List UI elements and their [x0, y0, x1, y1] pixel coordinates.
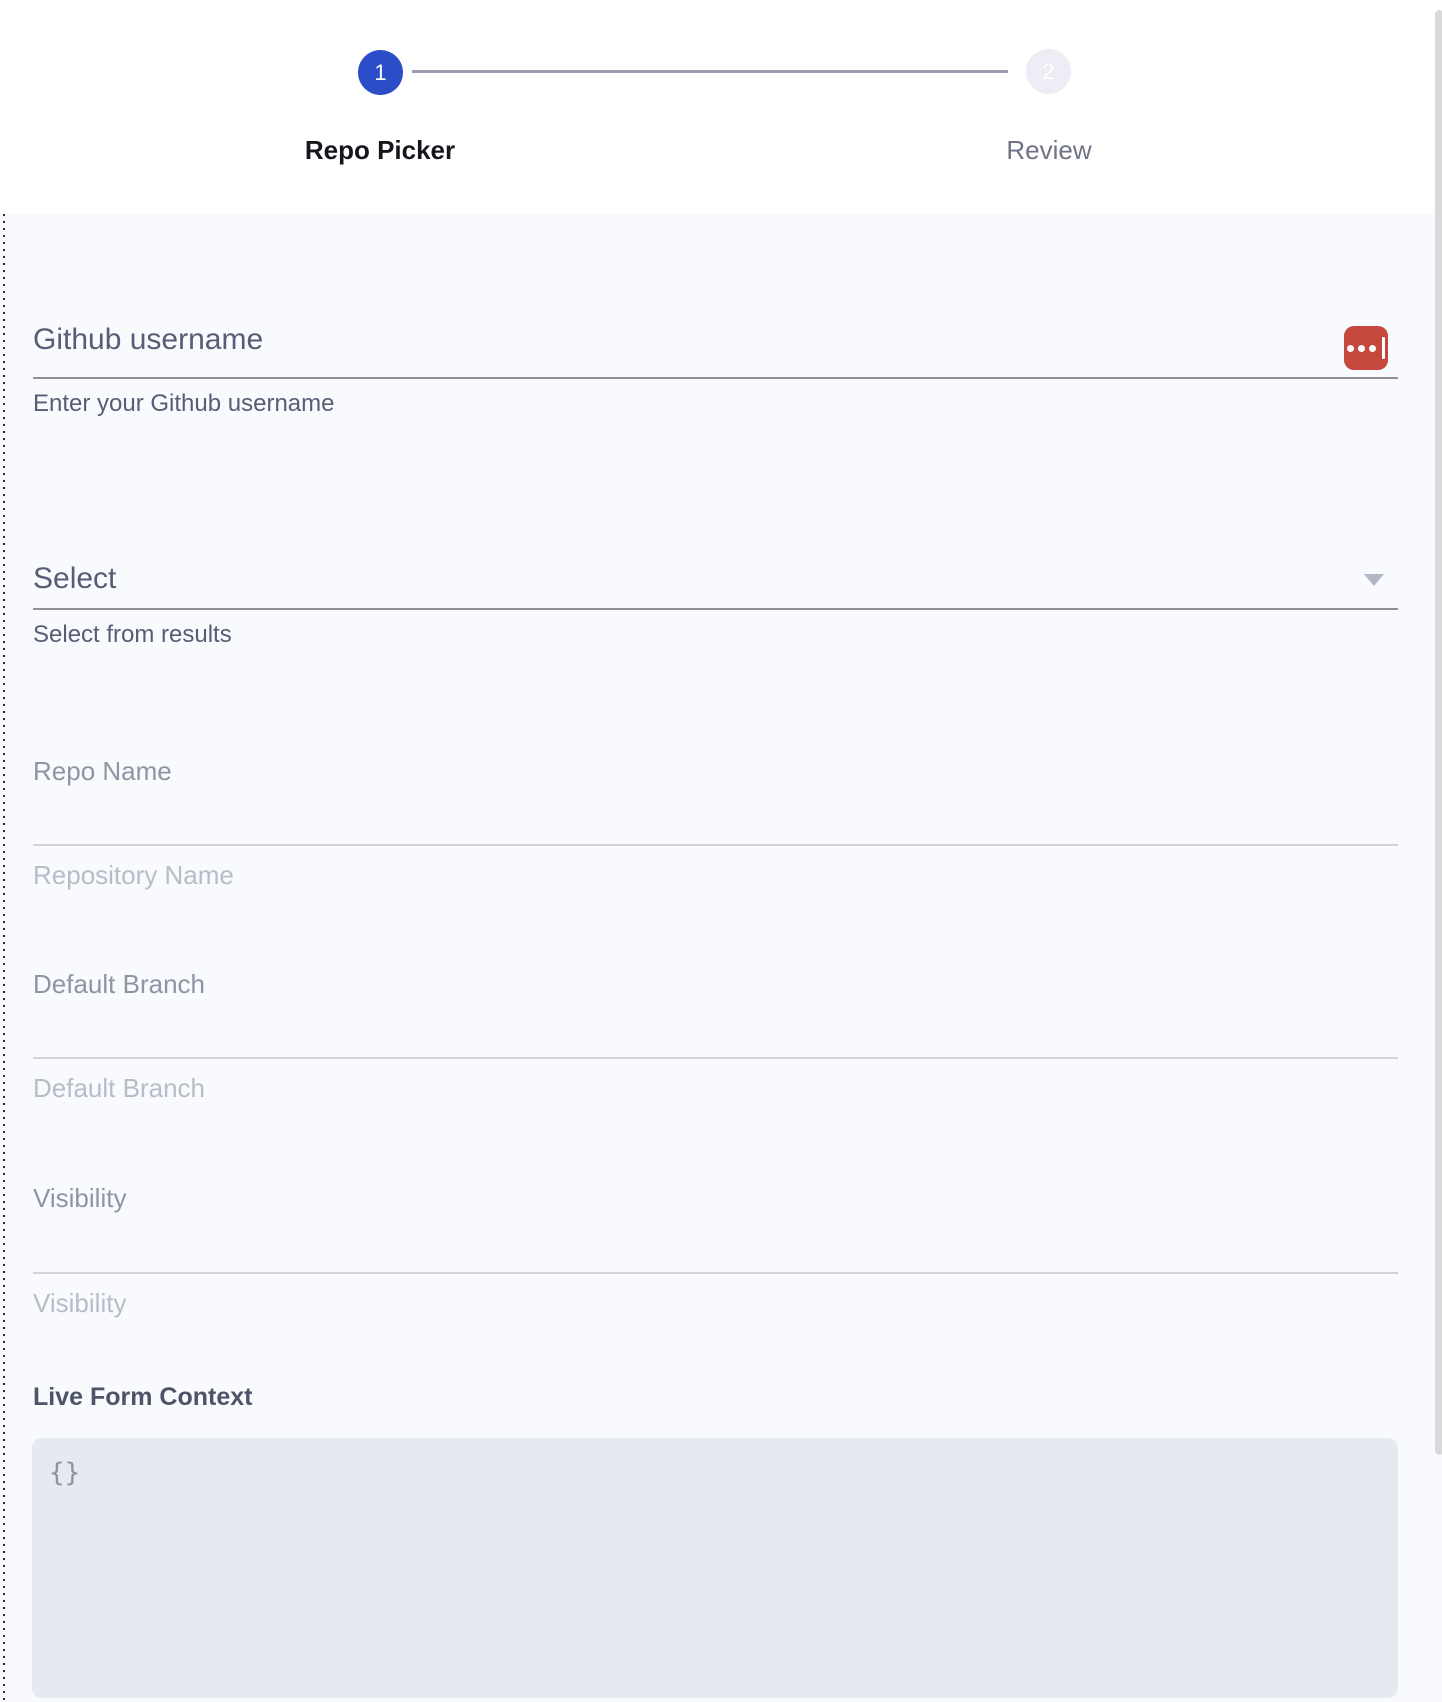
live-form-context-value: {}: [49, 1458, 81, 1488]
step-2-number: 2: [1042, 58, 1055, 84]
step-2-label[interactable]: Review: [1006, 135, 1092, 165]
step-1-label[interactable]: Repo Picker: [304, 135, 456, 165]
live-form-context-box: [32, 1438, 1398, 1698]
repo-picker-form-panel: [0, 214, 1442, 1702]
visibility-input[interactable]: [33, 1285, 1333, 1321]
repo-select-underline: [33, 608, 1398, 610]
password-manager-icon-dot: [1347, 345, 1354, 352]
password-manager-icon-cursor: [1382, 337, 1385, 359]
step-2-indicator[interactable]: [1026, 49, 1071, 94]
visibility-divider: [33, 1272, 1398, 1274]
default-branch-label: Default Branch: [33, 969, 205, 999]
scrollbar-thumb[interactable]: [1435, 10, 1442, 1455]
password-manager-icon-dot: [1369, 345, 1376, 352]
repo-name-input[interactable]: [33, 857, 1333, 893]
stepper-connector-line: [412, 70, 1008, 73]
github-username-underline: [33, 377, 1398, 379]
panel-left-dashed-border: [3, 214, 5, 1702]
step-1-number: 1: [374, 59, 387, 85]
stepper-header: [0, 0, 1442, 214]
step-1-indicator[interactable]: [358, 50, 403, 95]
default-branch-input[interactable]: [33, 1070, 1333, 1106]
repo-select-dropdown[interactable]: Select: [33, 562, 117, 595]
github-username-input[interactable]: [33, 320, 1313, 360]
repo-name-label: Repo Name: [33, 756, 172, 786]
visibility-label: Visibility: [33, 1183, 127, 1213]
repo-name-divider: [33, 844, 1398, 846]
default-branch-divider: [33, 1057, 1398, 1059]
chevron-down-icon[interactable]: [1364, 574, 1384, 586]
live-form-context-heading: Live Form Context: [33, 1383, 253, 1411]
password-manager-icon-dot: [1358, 345, 1365, 352]
password-manager-icon[interactable]: [1344, 326, 1388, 370]
repo-select-helper: Select from results: [33, 621, 232, 648]
github-username-helper: Enter your Github username: [33, 390, 335, 417]
